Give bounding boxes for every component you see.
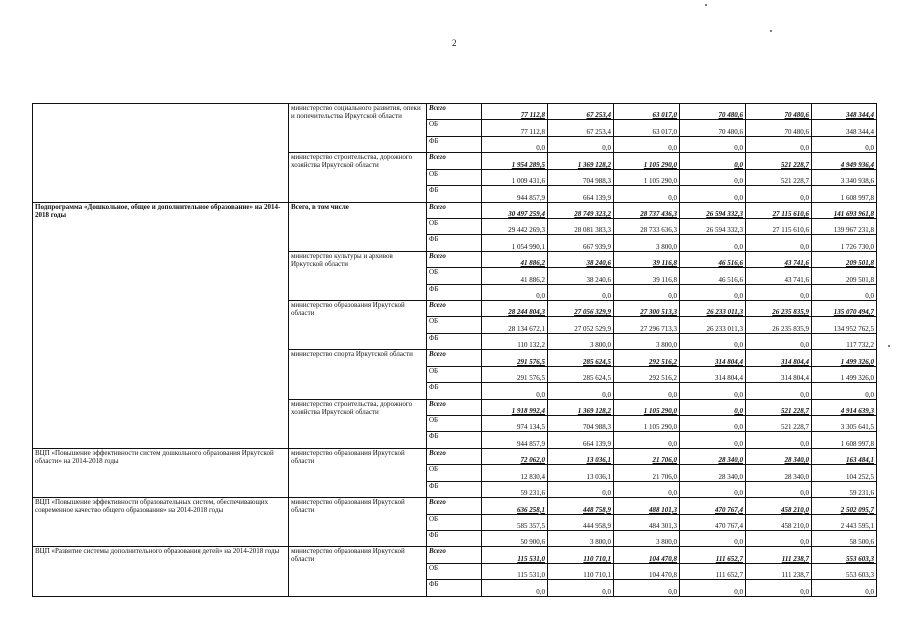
year-value-cell: 314 804,4	[746, 366, 812, 382]
total-value-cell: 134 952 762,5	[812, 317, 877, 333]
year-value-cell: 41 886,2	[482, 251, 548, 267]
funding-source-cell: ФБ	[427, 284, 482, 300]
total-value-cell: 117 732,2	[812, 333, 877, 349]
year-value-cell: 39 116,8	[614, 251, 680, 267]
year-value-cell: 26 235 835,9	[746, 301, 812, 317]
year-value-cell: 115 531,0	[482, 563, 548, 579]
year-value-cell: 29 442 269,3	[482, 218, 548, 234]
year-value-cell: 59 231,6	[482, 481, 548, 497]
total-value-cell: 0,0	[812, 580, 877, 597]
year-value-cell: 1 369 128,2	[548, 153, 614, 169]
total-value-cell: 348 344,4	[812, 120, 877, 136]
year-value-cell: 3 800,0	[548, 530, 614, 546]
year-value-cell: 458 210,0	[746, 514, 812, 530]
year-value-cell: 27 115 610,6	[746, 218, 812, 234]
year-value-cell: 1 054 990,1	[482, 235, 548, 251]
year-value-cell: 521 228,7	[746, 153, 812, 169]
funding-source-cell: ФБ	[427, 530, 482, 546]
year-value-cell: 26 233 011,3	[680, 317, 746, 333]
year-value-cell: 1 105 290,0	[614, 399, 680, 415]
funding-source-cell: ОБ	[427, 563, 482, 579]
year-value-cell: 0,0	[614, 432, 680, 448]
year-value-cell: 285 624,5	[548, 350, 614, 366]
year-value-cell: 63 017,0	[614, 120, 680, 136]
funding-source-cell: Всего	[427, 448, 482, 464]
year-value-cell: 470 767,4	[680, 498, 746, 514]
year-value-cell: 314 804,4	[680, 350, 746, 366]
funding-source-cell: Всего	[427, 251, 482, 267]
year-value-cell: 70 480,6	[680, 120, 746, 136]
year-value-cell: 291 576,5	[482, 366, 548, 382]
total-value-cell: 163 484,1	[812, 448, 877, 464]
total-value-cell: 139 967 231,8	[812, 218, 877, 234]
responsible-executor-cell: министерство культуры и архивов Иркутской области	[289, 251, 427, 300]
year-value-cell: 0,0	[680, 284, 746, 300]
funding-source-cell: ФБ	[427, 580, 482, 597]
year-value-cell: 0,0	[680, 481, 746, 497]
year-value-cell: 0,0	[746, 235, 812, 251]
year-value-cell: 0,0	[680, 333, 746, 349]
year-value-cell: 1 369 128,2	[548, 399, 614, 415]
year-value-cell: 0,0	[548, 284, 614, 300]
year-value-cell: 28 244 804,3	[482, 301, 548, 317]
year-value-cell: 0,0	[614, 136, 680, 152]
program-name-cell: Подпрограмма «Дошкольное, общее и дополнительное образование» на 2014-2018 годы	[33, 202, 289, 448]
funding-source-cell: ОБ	[427, 120, 482, 136]
total-value-cell: 1 499 326,0	[812, 350, 877, 366]
year-value-cell: 0,0	[746, 186, 812, 202]
year-value-cell: 13 036,1	[548, 465, 614, 481]
total-value-cell: 104 252,5	[812, 465, 877, 481]
year-value-cell: 30 497 259,4	[482, 202, 548, 218]
program-name-cell: ВЦП «Повышение эффективности систем дошкольного образования Иркутской области» на 2014-2018 годы	[33, 448, 289, 497]
year-value-cell: 0,0	[746, 481, 812, 497]
year-value-cell: 13 036,1	[548, 448, 614, 464]
funding-source-cell: ФБ	[427, 383, 482, 399]
year-value-cell: 1 918 992,4	[482, 399, 548, 415]
funding-source-cell: ОБ	[427, 169, 482, 185]
year-value-cell: 0,0	[548, 580, 614, 597]
total-value-cell: 209 501,8	[812, 251, 877, 267]
year-value-cell: 110 710,1	[548, 547, 614, 563]
year-value-cell: 28 737 436,3	[614, 202, 680, 218]
responsible-executor-cell: министерство строительства, дорожного хозяйства Иркутской области	[289, 153, 427, 202]
responsible-executor-cell: министерство образования Иркутской области	[289, 448, 427, 497]
year-value-cell: 0,0	[548, 481, 614, 497]
year-value-cell: 704 988,3	[548, 169, 614, 185]
year-value-cell: 448 758,9	[548, 498, 614, 514]
responsible-executor-cell: министерство образования Иркутской области	[289, 498, 427, 547]
year-value-cell: 28 733 636,3	[614, 218, 680, 234]
funding-source-cell: Всего	[427, 547, 482, 563]
funding-source-cell: Всего	[427, 202, 482, 218]
funding-source-cell: ФБ	[427, 481, 482, 497]
year-value-cell: 0,0	[746, 383, 812, 399]
year-value-cell: 70 480,6	[680, 104, 746, 120]
year-value-cell: 521 228,7	[746, 169, 812, 185]
scan-speck	[888, 345, 890, 347]
scan-speck	[770, 30, 772, 32]
table-row	[33, 104, 877, 120]
year-value-cell: 67 253,4	[548, 104, 614, 120]
responsible-executor-cell: министерство спорта Иркутской области	[289, 350, 427, 399]
year-value-cell: 974 134,5	[482, 416, 548, 432]
total-value-cell: 135 070 494,7	[812, 301, 877, 317]
year-value-cell: 521 228,7	[746, 416, 812, 432]
funding-source-cell: ОБ	[427, 366, 482, 382]
year-value-cell: 28 749 323,2	[548, 202, 614, 218]
year-value-cell: 27 052 529,9	[548, 317, 614, 333]
year-value-cell: 111 652,7	[680, 563, 746, 579]
year-value-cell: 43 741,6	[746, 268, 812, 284]
year-value-cell: 1 105 290,0	[614, 169, 680, 185]
year-value-cell: 585 357,5	[482, 514, 548, 530]
year-value-cell: 636 258,1	[482, 498, 548, 514]
year-value-cell: 27 115 610,6	[746, 202, 812, 218]
year-value-cell: 28 340,0	[746, 448, 812, 464]
year-value-cell: 1 954 289,5	[482, 153, 548, 169]
year-value-cell: 0,0	[680, 399, 746, 415]
year-value-cell: 38 240,6	[548, 268, 614, 284]
funding-source-cell: ОБ	[427, 317, 482, 333]
program-name-cell: ВЦП «Повышение эффективности образовательных систем, обеспечивающих современное качество общего образования» на 2014-2018 годы	[33, 498, 289, 547]
year-value-cell: 46 516,6	[680, 251, 746, 267]
responsible-executor-cell: министерство образования Иркутской области	[289, 547, 427, 597]
scan-speck	[705, 4, 707, 6]
year-value-cell: 0,0	[680, 530, 746, 546]
year-value-cell: 314 804,4	[746, 350, 812, 366]
responsible-executor-cell: министерство образования Иркутской области	[289, 301, 427, 350]
year-value-cell: 21 706,0	[614, 448, 680, 464]
funding-source-cell: ФБ	[427, 235, 482, 251]
year-value-cell: 50 900,6	[482, 530, 548, 546]
year-value-cell: 0,0	[680, 580, 746, 597]
year-value-cell: 67 253,4	[548, 120, 614, 136]
funding-source-cell: Всего	[427, 104, 482, 120]
year-value-cell: 0,0	[746, 432, 812, 448]
funding-source-cell: Всего	[427, 399, 482, 415]
year-value-cell: 28 340,0	[680, 448, 746, 464]
total-value-cell: 1 726 730,0	[812, 235, 877, 251]
year-value-cell: 26 233 011,3	[680, 301, 746, 317]
year-value-cell: 484 301,3	[614, 514, 680, 530]
total-value-cell: 58 500,6	[812, 530, 877, 546]
year-value-cell: 111 652,7	[680, 547, 746, 563]
year-value-cell: 667 939,9	[548, 235, 614, 251]
year-value-cell: 0,0	[746, 580, 812, 597]
program-name-cell: ВЦП «Развитие системы дополнительного образования детей» на 2014-2018 годы	[33, 547, 289, 597]
total-value-cell: 553 603,3	[812, 547, 877, 563]
year-value-cell: 0,0	[614, 580, 680, 597]
year-value-cell: 0,0	[548, 136, 614, 152]
budget-table-body	[33, 104, 877, 597]
program-name-cell	[33, 104, 289, 203]
year-value-cell: 0,0	[482, 383, 548, 399]
year-value-cell: 944 857,9	[482, 186, 548, 202]
funding-source-cell: ФБ	[427, 186, 482, 202]
total-value-cell: 553 603,3	[812, 563, 877, 579]
year-value-cell: 0,0	[482, 284, 548, 300]
year-value-cell: 292 516,2	[614, 350, 680, 366]
year-value-cell: 664 139,9	[548, 432, 614, 448]
total-value-cell: 0,0	[812, 136, 877, 152]
year-value-cell: 0,0	[680, 383, 746, 399]
year-value-cell: 27 300 513,3	[614, 301, 680, 317]
table-row	[33, 547, 877, 563]
year-value-cell: 111 238,7	[746, 547, 812, 563]
funding-source-cell: Всего	[427, 301, 482, 317]
year-value-cell: 12 830,4	[482, 465, 548, 481]
year-value-cell: 458 210,0	[746, 498, 812, 514]
year-value-cell: 26 235 835,9	[746, 317, 812, 333]
total-value-cell: 59 231,6	[812, 481, 877, 497]
funding-source-cell: Всего	[427, 350, 482, 366]
funding-source-cell: ФБ	[427, 432, 482, 448]
year-value-cell: 28 340,0	[746, 465, 812, 481]
year-value-cell: 72 062,0	[482, 448, 548, 464]
year-value-cell: 38 240,6	[548, 251, 614, 267]
year-value-cell: 104 470,8	[614, 547, 680, 563]
total-value-cell: 141 693 961,8	[812, 202, 877, 218]
year-value-cell: 470 767,4	[680, 514, 746, 530]
year-value-cell: 0,0	[680, 416, 746, 432]
year-value-cell: 0,0	[746, 284, 812, 300]
year-value-cell: 0,0	[482, 136, 548, 152]
year-value-cell: 521 228,7	[746, 399, 812, 415]
total-value-cell: 0,0	[812, 383, 877, 399]
responsible-executor-cell: министерство социального развития, опеки и попечительства Иркутской области	[289, 104, 427, 153]
table-row	[33, 498, 877, 514]
year-value-cell: 27 296 713,3	[614, 317, 680, 333]
funding-source-cell: ФБ	[427, 333, 482, 349]
year-value-cell: 27 056 329,9	[548, 301, 614, 317]
total-value-cell: 1 499 326,0	[812, 366, 877, 382]
year-value-cell: 0,0	[680, 136, 746, 152]
year-value-cell: 314 804,4	[680, 366, 746, 382]
year-value-cell: 115 531,0	[482, 547, 548, 563]
year-value-cell: 291 576,5	[482, 350, 548, 366]
total-value-cell: 348 344,4	[812, 104, 877, 120]
total-value-cell: 0,0	[812, 284, 877, 300]
year-value-cell: 0,0	[614, 186, 680, 202]
year-value-cell: 3 800,0	[614, 235, 680, 251]
year-value-cell: 0,0	[482, 580, 548, 597]
year-value-cell: 0,0	[548, 383, 614, 399]
year-value-cell: 3 800,0	[614, 333, 680, 349]
year-value-cell: 39 116,8	[614, 268, 680, 284]
budget-table	[32, 103, 877, 597]
funding-source-cell: ФБ	[427, 136, 482, 152]
year-value-cell: 704 988,3	[548, 416, 614, 432]
year-value-cell: 26 594 332,3	[680, 218, 746, 234]
funding-source-cell: ОБ	[427, 218, 482, 234]
year-value-cell: 0,0	[746, 530, 812, 546]
funding-source-cell: Всего	[427, 498, 482, 514]
year-value-cell: 63 017,0	[614, 104, 680, 120]
year-value-cell: 0,0	[614, 383, 680, 399]
total-value-cell: 4 914 639,3	[812, 399, 877, 415]
year-value-cell: 0,0	[680, 169, 746, 185]
year-value-cell: 944 857,9	[482, 432, 548, 448]
funding-source-cell: ОБ	[427, 268, 482, 284]
total-value-cell: 1 608 997,8	[812, 186, 877, 202]
year-value-cell: 3 800,0	[614, 530, 680, 546]
year-value-cell: 46 516,6	[680, 268, 746, 284]
year-value-cell: 70 480,6	[746, 120, 812, 136]
funding-source-cell: ОБ	[427, 416, 482, 432]
year-value-cell: 43 741,6	[746, 251, 812, 267]
year-value-cell: 104 470,8	[614, 563, 680, 579]
year-value-cell: 292 516,2	[614, 366, 680, 382]
year-value-cell: 110 132,2	[482, 333, 548, 349]
year-value-cell: 1 105 290,0	[614, 153, 680, 169]
responsible-executor-cell: Всего, в том числе	[289, 202, 427, 251]
table-row	[33, 202, 877, 218]
year-value-cell: 0,0	[614, 481, 680, 497]
funding-source-cell: Всего	[427, 153, 482, 169]
year-value-cell: 0,0	[614, 284, 680, 300]
total-value-cell: 3 305 641,5	[812, 416, 877, 432]
year-value-cell: 26 594 332,3	[680, 202, 746, 218]
year-value-cell: 28 134 672,1	[482, 317, 548, 333]
funding-source-cell: ОБ	[427, 465, 482, 481]
year-value-cell: 111 238,7	[746, 563, 812, 579]
year-value-cell: 28 340,0	[680, 465, 746, 481]
year-value-cell: 0,0	[680, 432, 746, 448]
year-value-cell: 3 800,0	[548, 333, 614, 349]
year-value-cell: 0,0	[680, 153, 746, 169]
year-value-cell: 77 112,8	[482, 104, 548, 120]
total-value-cell: 2 502 095,7	[812, 498, 877, 514]
funding-source-cell: ОБ	[427, 514, 482, 530]
year-value-cell: 28 081 383,3	[548, 218, 614, 234]
year-value-cell: 0,0	[680, 186, 746, 202]
year-value-cell: 21 706,0	[614, 465, 680, 481]
year-value-cell: 41 886,2	[482, 268, 548, 284]
year-value-cell: 77 112,8	[482, 120, 548, 136]
total-value-cell: 1 608 997,8	[812, 432, 877, 448]
total-value-cell: 2 443 595,1	[812, 514, 877, 530]
year-value-cell: 0,0	[746, 136, 812, 152]
total-value-cell: 3 340 938,6	[812, 169, 877, 185]
year-value-cell: 444 958,9	[548, 514, 614, 530]
total-value-cell: 209 501,8	[812, 268, 877, 284]
year-value-cell: 1 009 431,6	[482, 169, 548, 185]
year-value-cell: 488 101,3	[614, 498, 680, 514]
total-value-cell: 4 949 936,4	[812, 153, 877, 169]
page-number: 2	[452, 38, 457, 48]
year-value-cell: 110 710,1	[548, 563, 614, 579]
table-row	[33, 448, 877, 464]
year-value-cell: 0,0	[746, 333, 812, 349]
year-value-cell: 1 105 290,0	[614, 416, 680, 432]
year-value-cell: 70 480,6	[746, 104, 812, 120]
year-value-cell: 285 624,5	[548, 366, 614, 382]
responsible-executor-cell: министерство строительства, дорожного хозяйства Иркутской области	[289, 399, 427, 448]
year-value-cell: 0,0	[680, 235, 746, 251]
year-value-cell: 664 139,9	[548, 186, 614, 202]
